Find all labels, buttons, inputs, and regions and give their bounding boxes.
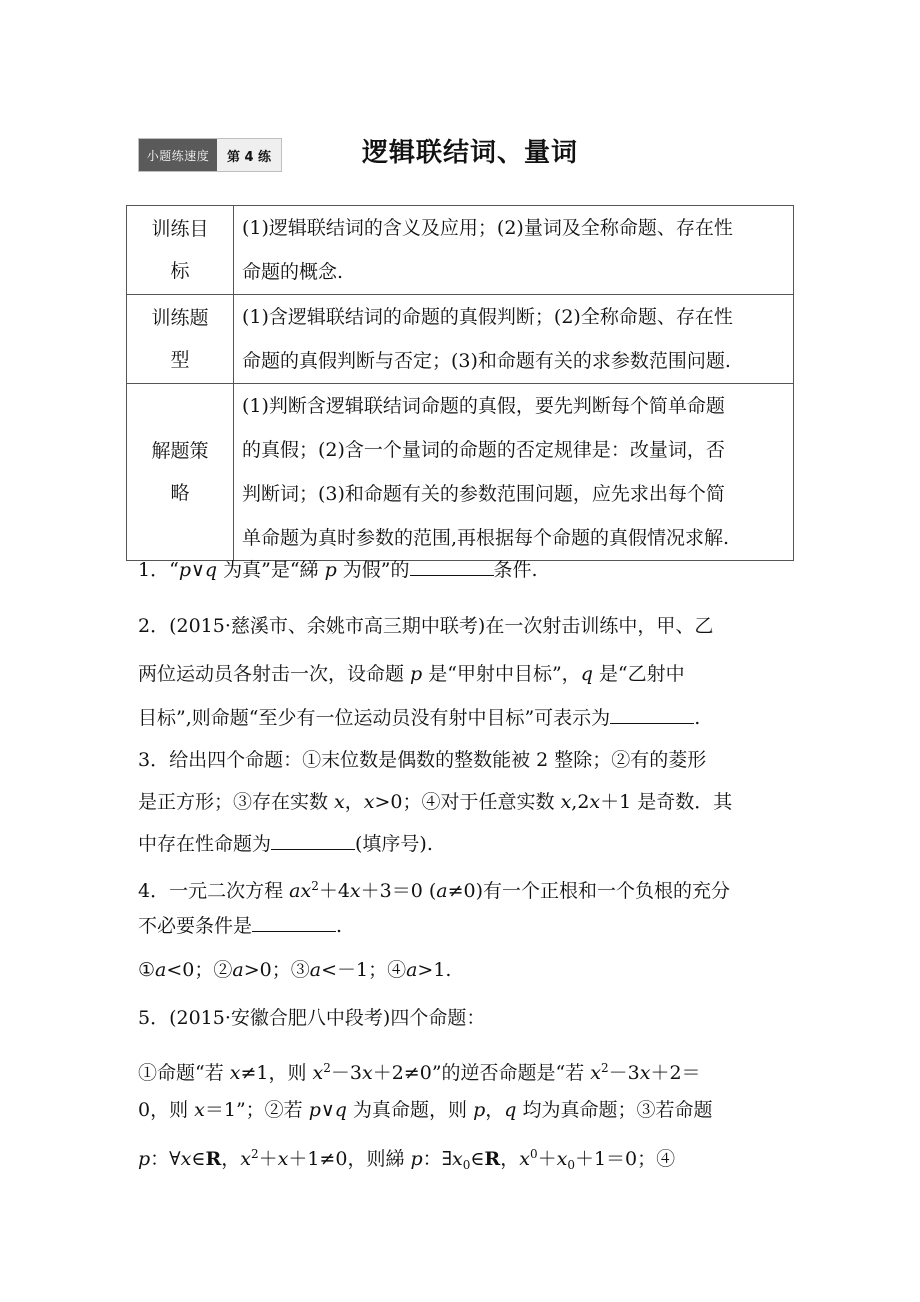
question-2-line-3: 目标”,则命题“至少有一位运动员没有射中目标”可表示为 . <box>138 707 701 729</box>
training-info-table <box>126 205 794 561</box>
question-5-line-2: ①命题“若 x≠1，则 $x^2-3x+2\ne 0$”的逆否命题是“若 $x^2-3x+2=$ <box>138 1061 701 1084</box>
row-label: 解题策 略 <box>127 384 234 561</box>
question-5: 5．(2015·安徽合肥八中段考)四个命题： <box>138 1007 486 1029</box>
tag-number: 第 4 练 <box>217 139 281 171</box>
answer-blank <box>252 913 336 932</box>
question-5-line-4: p：∀x∈R，$x^2+x+1\ne 0$，则綈 p：$\exists x_0\in R$，$x^0+x_0+1=0$；④ <box>138 1147 676 1172</box>
table-row <box>127 295 794 384</box>
question-1: 1．“p∨q 为真”是“綈 p 为假”的 条件. <box>138 559 538 581</box>
answer-blank <box>271 831 355 850</box>
question-3: 3．给出四个命题：①末位数是偶数的整数能被 2 整除；②有的菱形 <box>138 749 707 771</box>
question-4: 4．一元二次方程 $ax^2+4x+3=0$ (a≠0)有一个正根和一个负根的充分 <box>138 879 731 902</box>
row-content: (1)含逻辑联结词的命题的真假判断；(2)全称命题、存在性 命题的真假判断与否定；(3)和命题有关的求参数范围问题. <box>234 295 794 384</box>
question-source: 安徽合肥八中段考 <box>230 1007 383 1029</box>
answer-blank <box>410 557 494 576</box>
row-label: 训练题 型 <box>127 295 234 384</box>
table-row <box>127 384 794 561</box>
question-4-line-2: 不必要条件是 . <box>138 915 343 937</box>
answer-blank <box>610 705 694 724</box>
row-content: (1)判断含逻辑联结词命题的真假，要先判断每个简单命题 的真假；(2)含一个量词的命题的否定规律是：改量词，否 判断词；(3)和命题有关的参数范围问题，应先求出每个简 单命题为真时参数的范围,再根据每个命题的真假情况求解. <box>234 384 794 561</box>
question-2: 2．(2015·慈溪市、余姚市高三期中联考)在一次射击训练中，甲、乙 <box>138 615 714 637</box>
question-3-line-3: 中存在性命题为 (填序号). <box>138 833 433 855</box>
row-content: (1)逻辑联结词的含义及应用；(2)量词及全称命题、存在性 命题的概念. <box>234 206 794 295</box>
question-4-options: ①a<0；②a>0；③a<－1；④a>1. <box>138 959 452 981</box>
section-tag <box>138 138 282 172</box>
question-3-line-2: 是正方形；③存在实数 x，x>0；④对于任意实数 x,2x＋1 是奇数．其 <box>138 791 733 813</box>
page-title: 逻辑联结词、量词 <box>362 138 579 168</box>
question-2-line-2: 两位运动员各射击一次，设命题 p 是“甲射中目标”，q 是“乙射中 <box>138 663 685 685</box>
tag-series: 小题练速度 <box>139 139 217 171</box>
table-row <box>127 206 794 295</box>
row-label: 训练目 标 <box>127 206 234 295</box>
question-source: 慈溪市、余姚市高三期中联考 <box>230 615 478 637</box>
question-5-line-3: 0，则 x＝1”；②若 p∨q 为真命题，则 p，q 均为真命题；③若命题 <box>138 1099 713 1121</box>
